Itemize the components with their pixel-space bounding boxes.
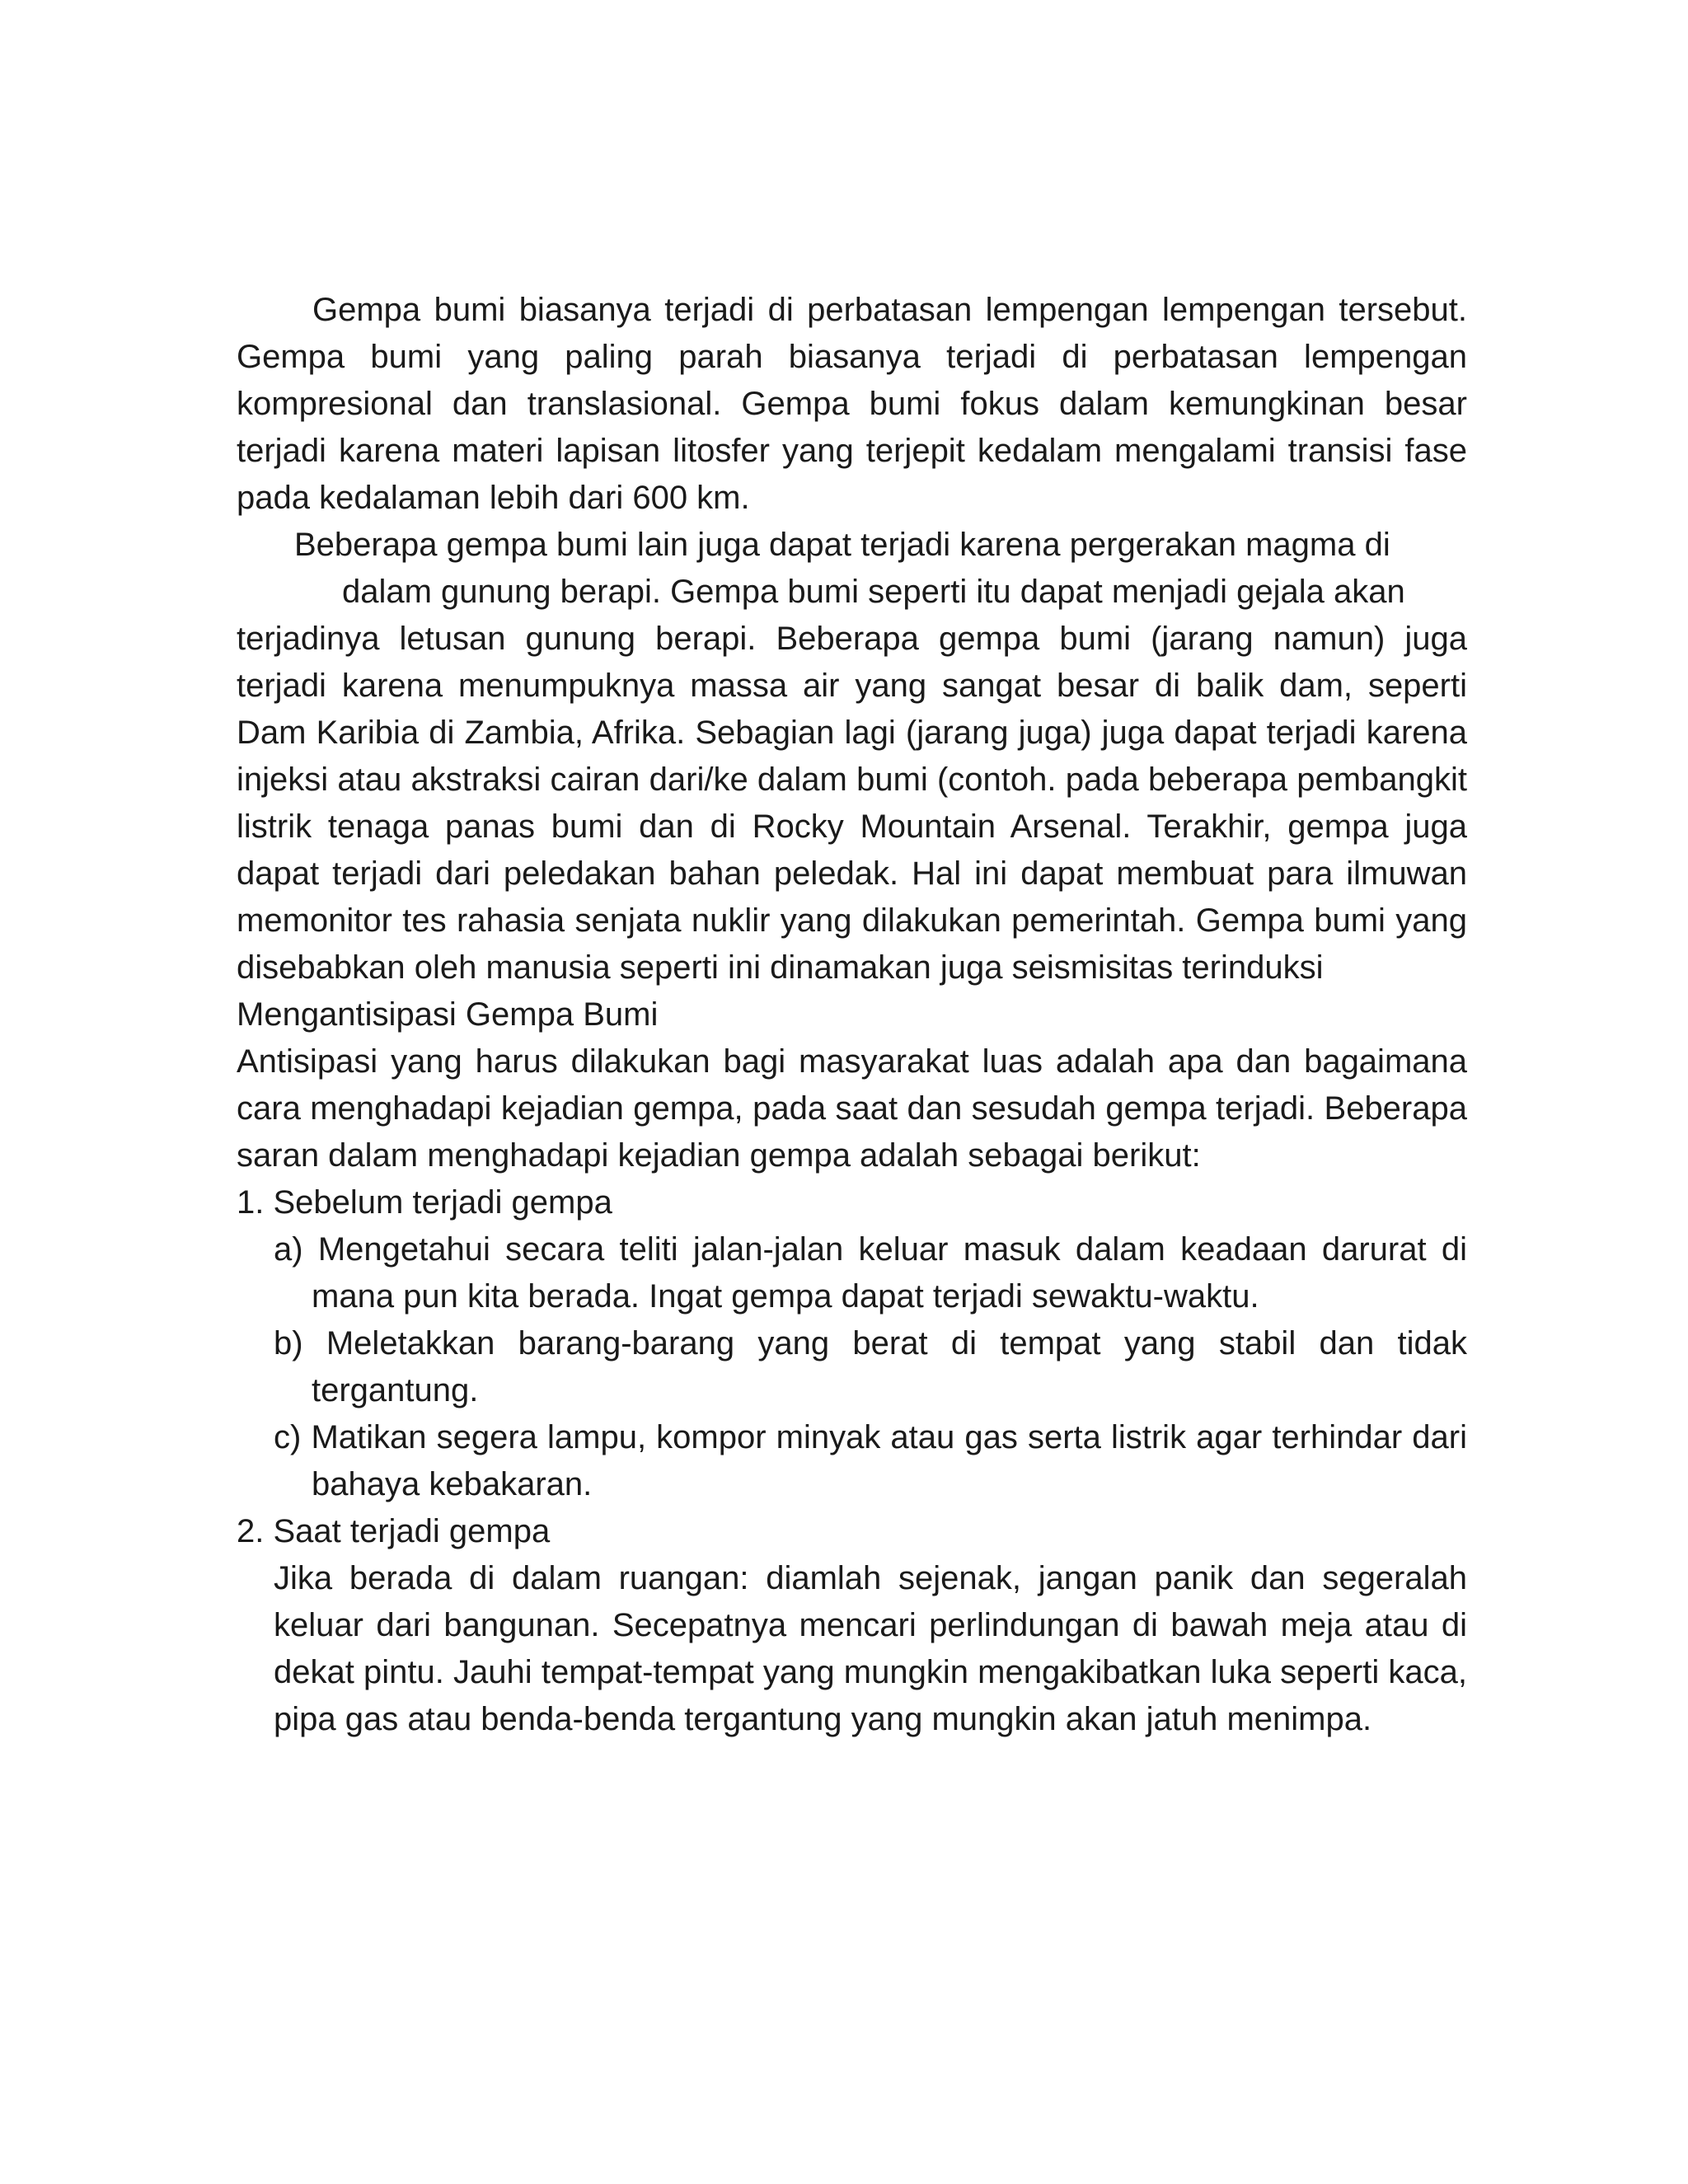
subitem-a (274, 1226, 1467, 1320)
document-page (237, 287, 1467, 1743)
paragraph-2 (237, 522, 1467, 991)
subitem-label: a) (274, 1231, 303, 1268)
subitem-b (274, 1320, 1467, 1414)
subitem-text: Mengetahui secara teliti jalan-jalan keluar masuk dalam keadaan darurat di mana pun kita berada. Ingat gempa dapat terjadi sewaktu-waktu. (312, 1231, 1467, 1315)
list-item-during (237, 1508, 1467, 1743)
anticipation-list (237, 1179, 1467, 1743)
sublist-before (237, 1226, 1467, 1508)
subitem-label: b) (274, 1325, 303, 1361)
section-heading: Mengantisipasi Gempa Bumi (237, 996, 659, 1033)
intro-paragraph: Antisipasi yang harus dilakukan bagi masyarakat luas adalah apa dan bagaimana cara menghadapi kejadian gempa, pada saat dan sesudah gempa terjadi. Beberapa saran dalam menghadapi kejadian gempa adalah sebagai berikut: (237, 1043, 1467, 1174)
paragraph-2-line-1: Beberapa gempa bumi lain juga dapat terjadi karena pergerakan magma di (294, 527, 1390, 563)
subitem-c (274, 1414, 1467, 1508)
paragraph-2-rest: terjadinya letusan gunung berapi. Beberapa gempa bumi (jarang namun) juga terjadi karena menumpuknya massa air yang sangat besar di balik dam, seperti Dam Karibia di Zambia, Afrika. Sebagian lagi (jarang juga) juga dapat terjadi karena injeksi atau akstraksi cairan dari/ke dalam bumi (contoh. pada beberapa pembangkit listrik tenaga panas bumi dan di Rocky Mountain Arsenal. Terakhir, gempa juga dapat terjadi dari peledakan bahan peledak. Hal ini dapat membuat para ilmuwan memonitor tes rahasia senjata nuklir yang dilakukan pemerintah. Gempa bumi yang disebabkan oleh manusia seperti ini dinamakan juga seismisitas terinduksi (237, 621, 1467, 986)
paragraph-1: Gempa bumi biasanya terjadi di perbatasan lempengan lempengan tersebut. Gempa bumi yang paling parah biasanya terjadi di perbatasan lempengan kompresional dan translasional. Gempa bumi fokus dalam kemungkinan besar terjadi karena materi lapisan litosfer yang terjepit kedalam mengalami transisi fase pada kedalaman lebih dari 600 km. (237, 292, 1467, 516)
list-item-text: Jika berada di dalam ruangan: diamlah sejenak, jangan panik dan segeralah keluar dari bangunan. Secepatnya mencari perlindungan di bawah meja atau di dekat pintu. Jauhi tempat-tempat yang mungkin mengakibatkan luka seperti kaca, pipa gas atau benda-benda tergantung yang mungkin akan jatuh menimpa. (274, 1560, 1467, 1737)
list-item-label: 2. Saat terjadi gempa (237, 1513, 551, 1549)
paragraph-2-line-2: dalam gunung berapi. Gempa bumi seperti itu dapat menjadi gejala akan (342, 574, 1405, 610)
subitem-label: c) (274, 1419, 302, 1455)
subitem-text: Meletakkan barang-barang yang berat di tempat yang stabil dan tidak tergantung. (312, 1325, 1467, 1408)
subitem-text: Matikan segera lampu, kompor minyak atau gas serta listrik agar terhindar dari bahaya kebakaran. (311, 1419, 1467, 1502)
list-item-label: 1. Sebelum terjadi gempa (237, 1184, 612, 1221)
list-item-before (237, 1179, 1467, 1508)
